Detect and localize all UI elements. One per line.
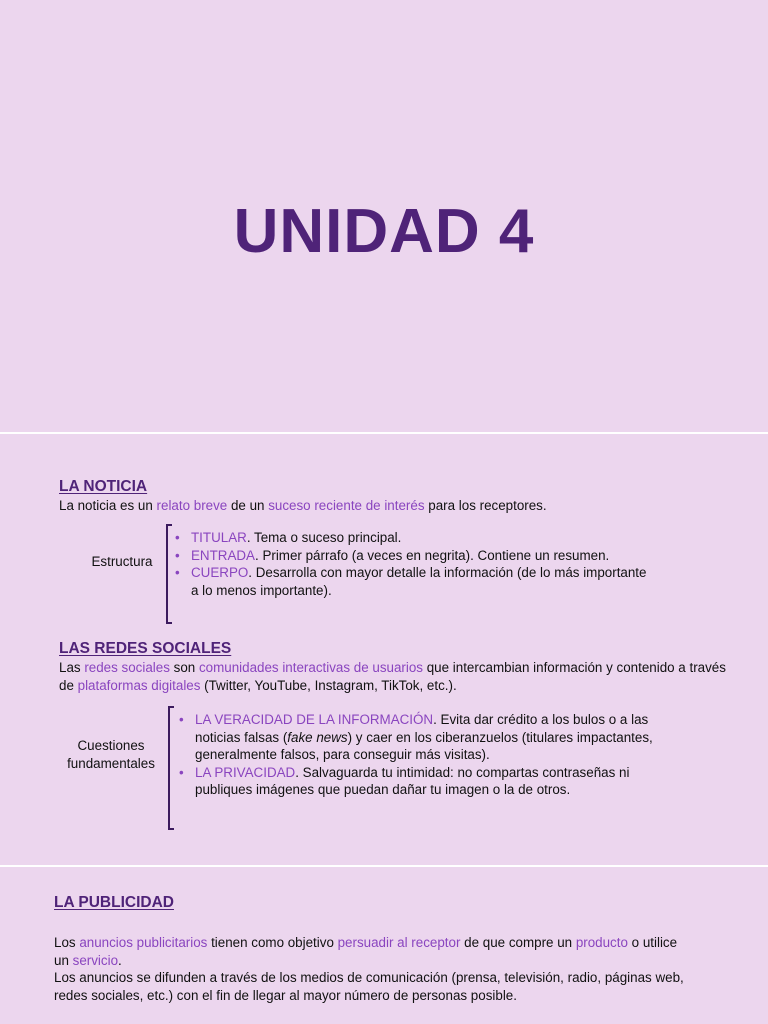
structure-label: Estructura <box>91 554 153 569</box>
noticia-def-highlight: suceso reciente de interés <box>268 498 425 513</box>
cuestion-term: LA VERACIDAD DE LA INFORMACIÓN <box>195 712 434 727</box>
bracket-top <box>168 706 174 708</box>
cuestion-item <box>175 764 665 799</box>
cuestion-description: . Salvaguarda tu intimidad: no compartas contraseñas ni publiques imágenes que puedan dañar tu imagen o la de otros. <box>195 764 630 797</box>
publicidad-paragraph-2: Los anuncios se difunden a través de los medios de comunicación (prensa, televisión, radio, páginas web, redes sociales, etc.) con el fin de llegar al mayor número de personas posible. <box>54 970 684 1003</box>
noticia-def-highlight: relato breve <box>156 498 228 513</box>
title-slide <box>0 0 768 432</box>
content-slide-publicidad <box>0 867 768 1024</box>
cuestiones-label-line2: fundamentales <box>67 756 155 771</box>
structure-description: . Primer párrafo (a veces en negrita). Contiene un resumen. <box>255 547 610 563</box>
cuestiones-label-line1: Cuestiones <box>77 738 145 753</box>
noticia-def-text: para los receptores. <box>424 498 547 513</box>
cuestion-term: LA PRIVACIDAD <box>195 764 296 780</box>
redes-definition <box>59 659 729 694</box>
redes-def-text: (Twitter, YouTube, Instagram, TikTok, etc.). <box>200 677 457 693</box>
redes-def-text: Las <box>59 660 85 675</box>
publicidad-p1-highlight: persuadir al receptor <box>337 935 461 950</box>
structure-item <box>171 564 651 599</box>
publicidad-p1-highlight: servicio <box>72 952 119 968</box>
structure-description: . Desarrolla con mayor detalle la información (de lo más importante a lo menos importante). <box>191 565 647 598</box>
cuestion-description: . Evita dar crédito a los bulos o a las noticias falsas ( <box>195 712 649 745</box>
structure-term: ENTRADA <box>191 547 255 563</box>
unit-title: UNIDAD 4 <box>233 197 535 266</box>
publicidad-p1-text: o utilice un <box>54 935 678 968</box>
noticia-def-text: La noticia es un <box>59 498 157 513</box>
structure-term: TITULAR <box>191 530 247 545</box>
publicidad-p1-highlight: anuncios publicitarios <box>79 935 208 950</box>
structure-description: . Tema o suceso principal. <box>246 530 402 545</box>
structure-item <box>171 547 651 565</box>
publicidad-p1-text: tienen como objetivo <box>207 935 338 950</box>
bullet-icon: • <box>175 530 180 545</box>
content-slide-noticia-redes <box>0 434 768 865</box>
redes-def-text: que intercambian información y contenido a través de <box>59 660 726 693</box>
structure-list <box>171 529 651 599</box>
publicidad-heading: LA PUBLICIDAD <box>54 894 174 911</box>
bracket-bottom <box>166 622 172 624</box>
structure-bracket <box>166 524 168 624</box>
publicidad-p1-text: . <box>118 952 122 968</box>
redes-def-highlight: plataformas digitales <box>77 677 201 693</box>
redes-heading: LAS REDES SOCIALES <box>59 640 232 657</box>
bullet-icon: • <box>179 764 184 780</box>
bullet-icon: • <box>175 547 180 563</box>
noticia-heading: LA NOTICIA <box>59 478 148 495</box>
noticia-def-text: de un <box>227 498 269 513</box>
structure-item <box>171 529 651 547</box>
redes-def-text: son <box>169 660 199 675</box>
cuestion-description: ) y caer en los ciberanzuelos (titulares impactantes, generalmente falsos, para conseguir más visitas). <box>195 729 653 762</box>
publicidad-p1-highlight: producto <box>575 935 628 950</box>
bullet-icon: • <box>175 565 180 580</box>
bullet-icon: • <box>179 712 184 727</box>
cuestiones-bracket <box>168 706 170 830</box>
noticia-definition <box>59 497 719 515</box>
publicidad-paragraph-1 <box>54 934 684 969</box>
cuestiones-label <box>52 737 170 773</box>
redes-def-highlight: comunidades interactivas de usuarios <box>198 660 423 675</box>
structure-term: CUERPO <box>191 565 249 580</box>
cuestion-item <box>175 711 665 764</box>
redes-def-highlight: redes sociales <box>84 660 170 675</box>
bracket-bottom <box>168 828 174 830</box>
publicidad-p1-text: de que compre un <box>460 935 576 950</box>
cuestion-emphasis: fake news <box>287 729 348 745</box>
cuestiones-list <box>175 711 665 799</box>
publicidad-p1-text: Los <box>54 935 80 950</box>
bracket-top <box>166 524 172 526</box>
